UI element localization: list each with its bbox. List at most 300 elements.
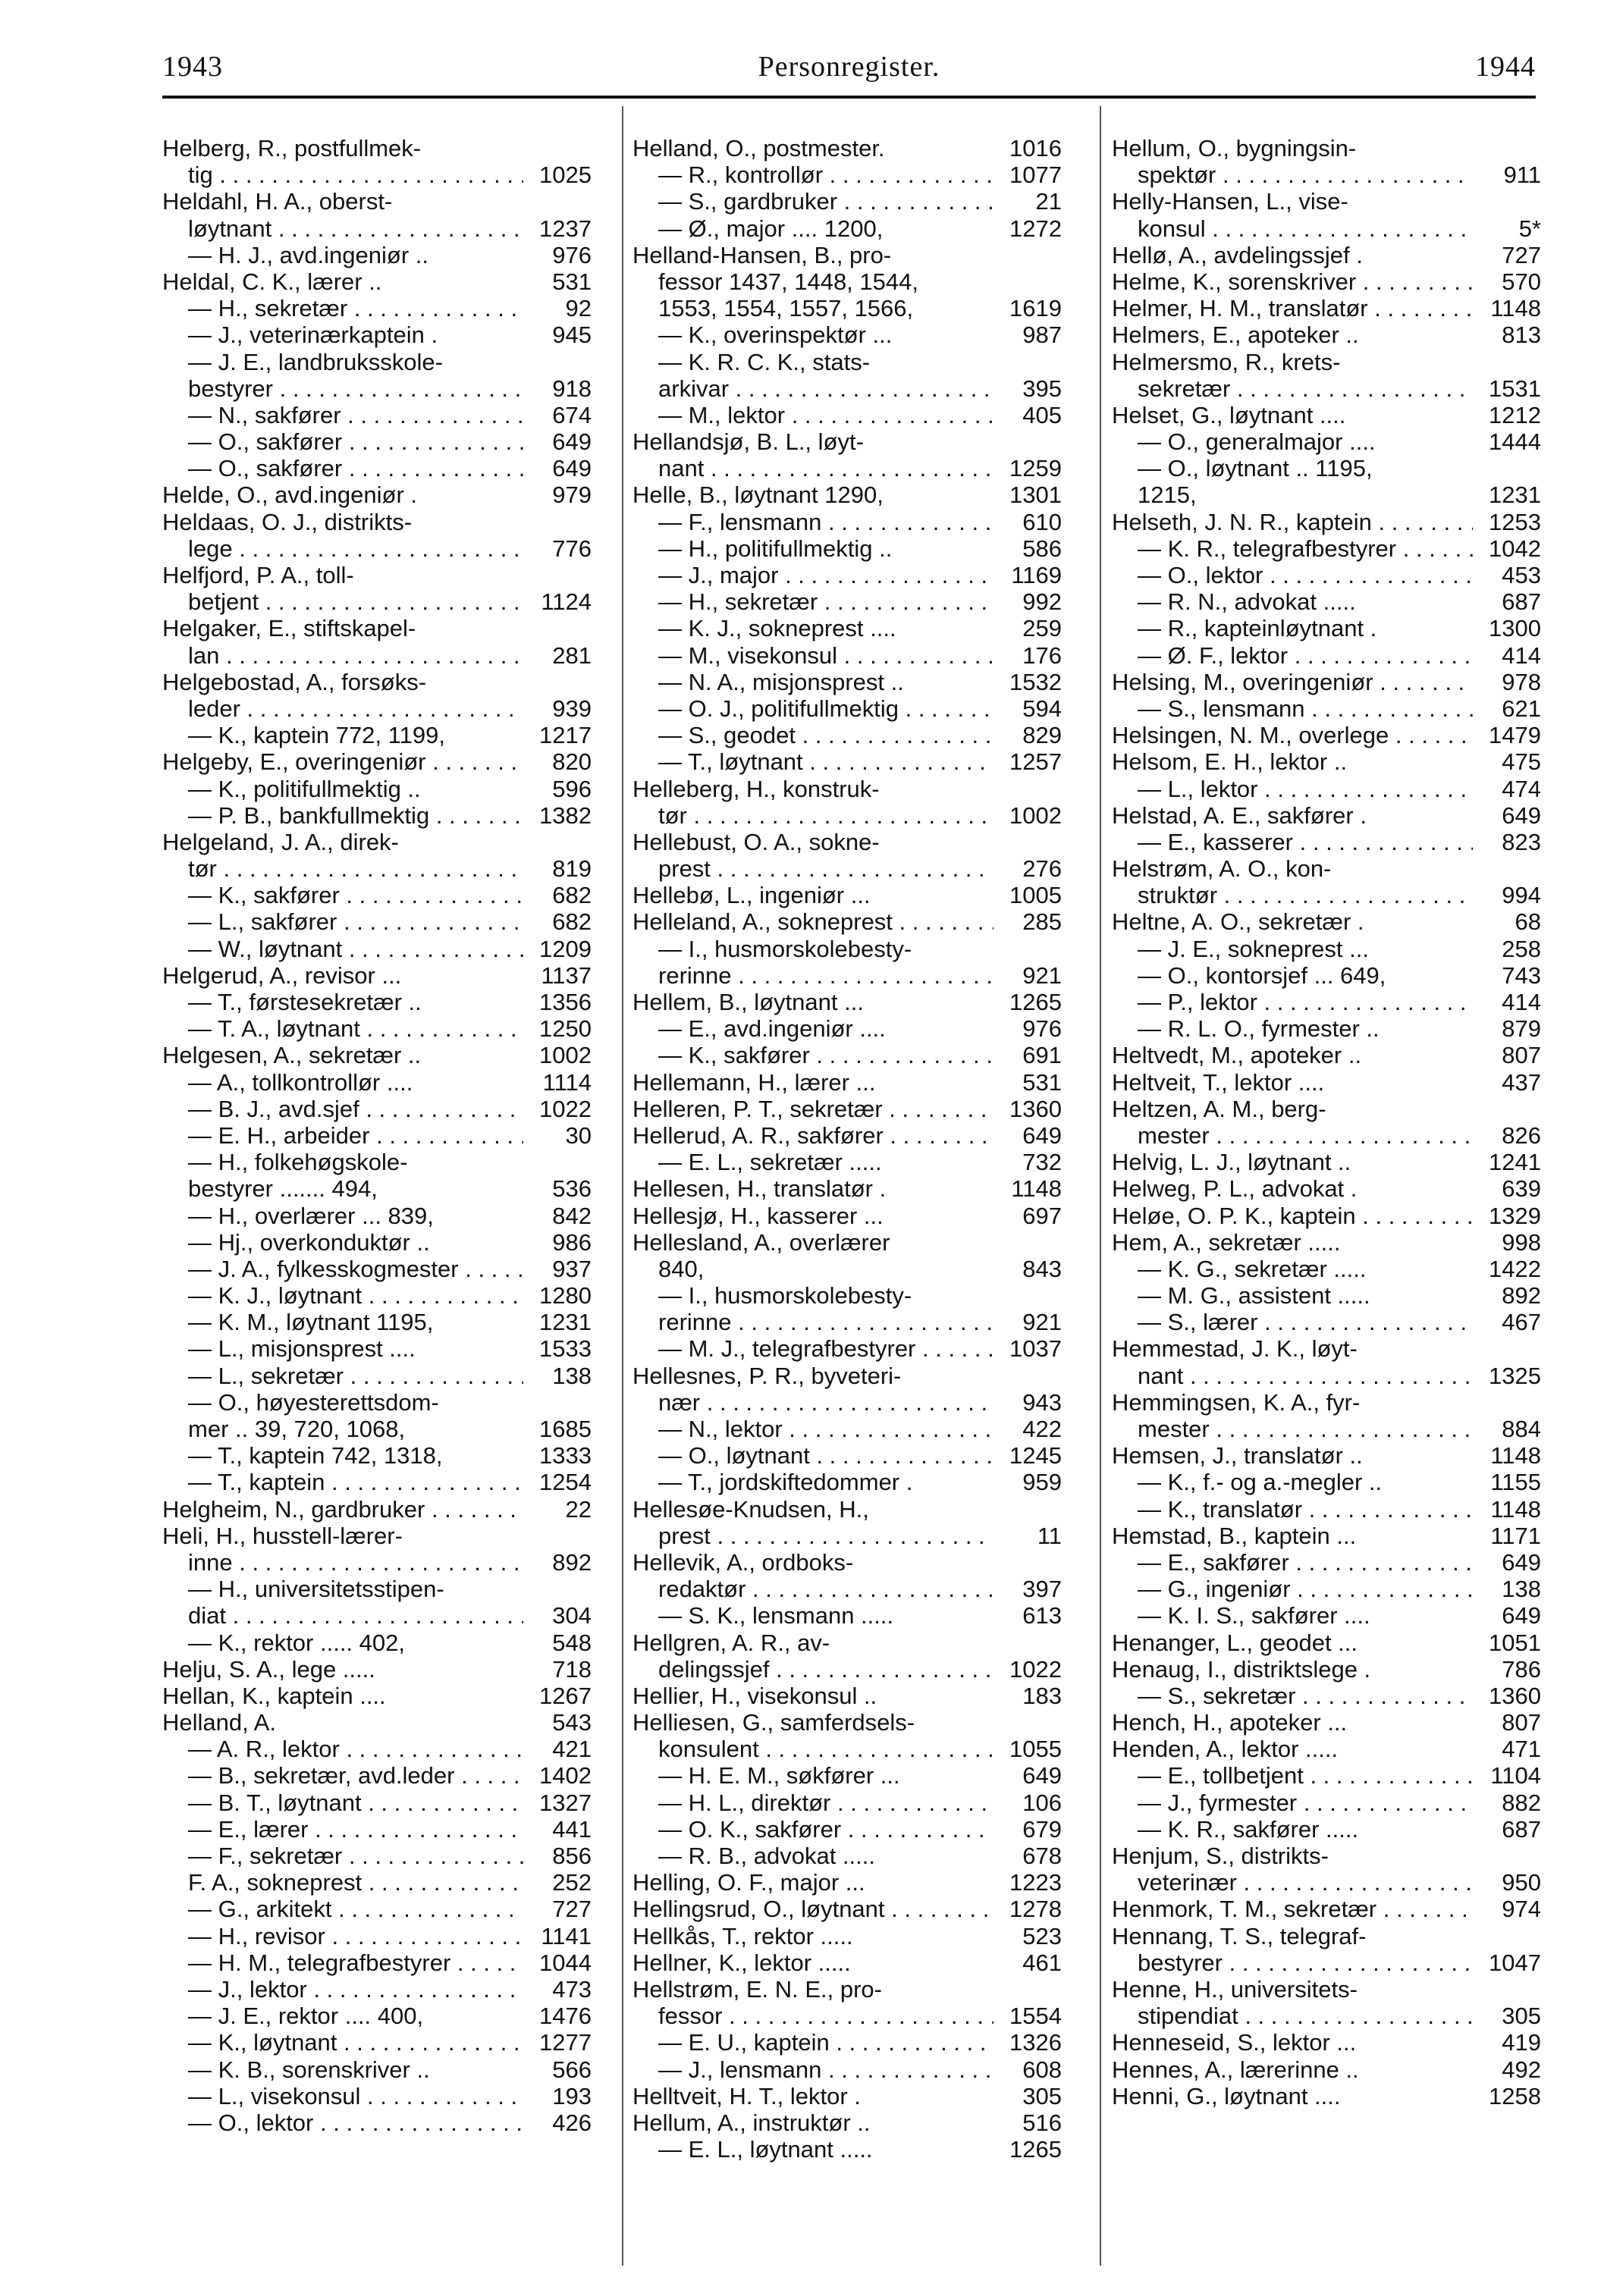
register-entry (1112, 1309, 1541, 1335)
entry-page-number: 1258 (1483, 2083, 1541, 2109)
entry-page-number: 441 (546, 1816, 592, 1843)
entry-text: Hennang, T. S., telegraf- (1112, 1922, 1367, 1949)
entry-page-number: 570 (1496, 268, 1541, 295)
entry-text: — F., lensmann . . . (658, 509, 993, 535)
entry-page-number: 939 (546, 695, 592, 722)
entry-text: — E. H., arbeider . . . (188, 1122, 523, 1149)
entry-page-number: 1479 (1483, 722, 1541, 748)
entry-text: — L., misjonsprest .... (188, 1335, 416, 1363)
entry-text: rerinne . . . (658, 962, 993, 989)
entry-text: Henden, A., lektor ..... (1112, 1736, 1339, 1763)
register-entry (1112, 936, 1541, 962)
register-entry (632, 2083, 1062, 2109)
entry-page-number: 1141 (535, 1923, 592, 1949)
register-entry (1112, 509, 1541, 535)
register-entry (632, 242, 1062, 268)
entry-text: Helweg, P. L., advokat . (1112, 1175, 1358, 1203)
entry-text: tør . . . (188, 855, 523, 882)
register-entry (162, 1335, 592, 1362)
entry-page-number: 1022 (1003, 1656, 1062, 1683)
register-entry (1112, 1816, 1541, 1843)
register-entry (632, 1389, 1062, 1416)
entry-text: — E. U., kaptein . . . (658, 2029, 993, 2056)
entry-page-number: 950 (1496, 1869, 1541, 1896)
register-entry (1112, 1629, 1541, 1656)
entry-page-number: 405 (1016, 402, 1062, 428)
entry-text: Hennes, A., lærerinne .. (1112, 2056, 1359, 2083)
entry-text: Helgesen, A., sekretær .. (162, 1042, 422, 1069)
entry-page-number: 992 (1016, 588, 1062, 615)
entry-text: Helgaker, E., stiftskapel- (162, 615, 416, 642)
entry-page-number: 1148 (1484, 295, 1541, 322)
register-entry (162, 402, 592, 428)
entry-page-number: 1265 (1003, 2136, 1062, 2163)
register-entry (632, 1896, 1062, 1922)
register-entry (1112, 1203, 1541, 1229)
entry-text: — N., sakfører . . . (188, 402, 523, 428)
entry-text: mester . . . (1138, 1416, 1473, 1442)
register-entry (162, 1949, 592, 1976)
entry-page-number: 1155 (1484, 1469, 1541, 1495)
register-entry (632, 1602, 1062, 1629)
register-entry (632, 1256, 1062, 1282)
register-entry (1112, 268, 1541, 295)
entry-page-number: 30 (560, 1122, 592, 1149)
entry-text: Hellkås, T., rektor ..... (632, 1922, 853, 1949)
entry-text: tør . . . (658, 802, 993, 829)
register-entry (1112, 1683, 1541, 1709)
entry-page-number: 649 (1016, 1762, 1062, 1789)
entry-text: — K. R. C. K., stats- (658, 348, 871, 375)
entry-text: Henne, H., universitets- (1112, 1975, 1358, 2003)
entry-page-number: 422 (1016, 1416, 1062, 1442)
entry-text: Helleberg, H., konstruk- (632, 775, 880, 802)
entry-text: fessor 1437, 1448, 1544, (658, 268, 918, 295)
entry-page-number: 395 (1016, 375, 1062, 402)
entry-text: bestyrer . . . (188, 375, 523, 402)
entry-page-number: 1025 (533, 162, 592, 188)
register-entry (1112, 695, 1541, 722)
register-entry (162, 322, 592, 348)
register-entry (632, 1442, 1062, 1469)
register-entry (162, 2109, 592, 2136)
register-entry (632, 402, 1062, 428)
entry-text: — H., revisor . . . (188, 1923, 523, 1949)
entry-page-number: 1333 (533, 1442, 592, 1469)
entry-text: — K., translatør . . . (1138, 1496, 1473, 1523)
entry-text: — J., lensmann . . . (658, 2056, 993, 2083)
entry-page-number: 586 (1016, 535, 1062, 562)
entry-text: Heldahl, H. A., oberst- (162, 188, 393, 215)
entry-page-number: 1137 (535, 962, 592, 989)
entry-text: — K., kaptein 772, 1199, (188, 722, 445, 749)
entry-text: — I., husmorskolebesty- (658, 1282, 912, 1310)
register-entry (1112, 2056, 1541, 2083)
entry-text: Hellemann, H., lærer ... (632, 1068, 876, 1096)
register-entry (1112, 1096, 1541, 1122)
entry-text: Hellan, K., kaptein .... (162, 1682, 386, 1709)
register-entry (162, 481, 592, 508)
register-entry (162, 908, 592, 935)
entry-page-number: 1325 (1483, 1363, 1541, 1389)
entry-page-number: 879 (1496, 1015, 1541, 1042)
entry-text: Helland, A. (162, 1709, 276, 1736)
entry-page-number: 608 (1016, 2056, 1062, 2083)
register-entry (632, 1576, 1062, 1602)
register-entry (632, 509, 1062, 535)
register-entry (162, 1683, 592, 1709)
register-entry (632, 535, 1062, 562)
register-entry (162, 1709, 592, 1736)
register-entry (1112, 802, 1541, 829)
register-entry (632, 1042, 1062, 1068)
register-entry (632, 1309, 1062, 1335)
register-entry (1112, 1389, 1541, 1416)
register-entry (1112, 855, 1541, 882)
register-entry (632, 1762, 1062, 1789)
entry-text: — T., kaptein . . . (188, 1469, 523, 1495)
register-entry (162, 776, 592, 802)
entry-text: — K. G., sekretær ..... (1138, 1255, 1367, 1282)
register-entry (632, 1629, 1062, 1656)
entry-text: — O. J., politifullmektig . . . (658, 695, 993, 722)
register-entry (632, 989, 1062, 1015)
entry-text: løytnant . . . (188, 215, 523, 242)
entry-page-number: 1022 (533, 1096, 592, 1122)
entry-text: Hellesen, H., translatør . (632, 1175, 887, 1203)
entry-text: Helset, G., løytnant .... (1112, 401, 1346, 428)
entry-page-number: 1257 (1003, 748, 1062, 775)
entry-text: Helland, O., postmester. (632, 135, 885, 162)
page-number-left: 1943 (162, 51, 223, 83)
entry-page-number: 976 (546, 242, 592, 268)
entry-text: — K., rektor ..... 402, (188, 1629, 405, 1656)
entry-text: delingssjef . . . (658, 1656, 993, 1683)
entry-page-number: 807 (1496, 1042, 1541, 1068)
entry-text: Helgeland, J. A., direk- (162, 828, 399, 855)
register-entry (162, 1469, 592, 1495)
entry-page-number: 621 (1496, 695, 1541, 722)
register-entry (162, 1602, 592, 1629)
entry-text: 1553, 1554, 1557, 1566, (658, 295, 914, 322)
entry-page-number: 516 (1016, 2109, 1062, 2136)
register-entry (632, 642, 1062, 669)
entry-page-number: 639 (1496, 1175, 1541, 1202)
register-entry (1112, 349, 1541, 375)
register-entry (632, 1709, 1062, 1736)
entry-text: Hellebust, O. A., sokne- (632, 828, 880, 855)
entry-text: — K. R., telegrafbestyrer . . . (1138, 535, 1473, 562)
entry-text: — K. B., sorenskriver .. (188, 2056, 430, 2083)
entry-page-number: 1326 (1003, 2029, 1062, 2056)
entry-page-number: 68 (1509, 908, 1541, 935)
register-entry (162, 2003, 592, 2029)
register-entry (162, 349, 592, 375)
register-entry (632, 135, 1062, 162)
register-entry (1112, 1656, 1541, 1683)
register-entry (632, 1843, 1062, 1869)
register-entry (1112, 1069, 1541, 1096)
entry-text: Hellø, A., avdelingssjef . (1112, 241, 1363, 268)
entry-page-number: 610 (1016, 509, 1062, 535)
entry-page-number: 475 (1496, 748, 1541, 775)
entry-page-number: 474 (1496, 776, 1541, 802)
register-entry (162, 1629, 592, 1656)
register-entry (162, 829, 592, 855)
entry-page-number: 842 (546, 1203, 592, 1229)
register-entry (162, 1816, 592, 1843)
entry-page-number: 11 (1031, 1523, 1062, 1549)
entry-page-number: 138 (1496, 1576, 1541, 1602)
register-entry (1112, 1949, 1541, 1976)
register-entry (632, 215, 1062, 242)
entry-text: Helmers, E., apoteker .. (1112, 322, 1359, 349)
entry-page-number: 1169 (1005, 562, 1062, 588)
register-entry (162, 642, 592, 669)
entry-text: — J., fyrmester . . . (1138, 1789, 1473, 1816)
register-entry (162, 1523, 592, 1549)
page-title: Personregister. (758, 51, 940, 83)
register-entry (632, 1203, 1062, 1229)
register-entry (1112, 215, 1541, 242)
register-entry (162, 855, 592, 882)
entry-text: Helleren, P. T., sekretær . . . (632, 1096, 993, 1122)
entry-page-number: 687 (1496, 588, 1541, 615)
entry-page-number: 1002 (1003, 802, 1062, 829)
entry-text: Hemsen, J., translatør .. (1112, 1442, 1363, 1470)
entry-text: Helstrøm, A. O., kon- (1112, 855, 1332, 883)
entry-text: Helliesen, G., samferdsels- (632, 1709, 915, 1736)
entry-page-number: 419 (1496, 2029, 1541, 2056)
entry-page-number: 649 (1016, 1122, 1062, 1149)
register-entry (1112, 1363, 1541, 1389)
register-entry (162, 535, 592, 562)
entry-text: Henanger, L., geodet ... (1112, 1629, 1358, 1656)
register-entry (632, 615, 1062, 641)
entry-page-number: 945 (546, 322, 592, 348)
entry-text: — B., sekretær, avd.leder . . . (188, 1762, 523, 1789)
entry-page-number: 979 (546, 481, 592, 508)
entry-page-number: 252 (546, 1869, 592, 1896)
entry-text: Heltzen, A. M., berg- (1112, 1095, 1326, 1122)
entry-text: — H. J., avd.ingeniør .. (188, 241, 428, 268)
register-entry (632, 855, 1062, 882)
entry-page-number: 106 (1016, 1789, 1062, 1816)
entry-text: — L., visekonsul . . . (188, 2083, 523, 2109)
register-entry (632, 1869, 1062, 1896)
entry-page-number: 649 (546, 455, 592, 481)
entry-page-number: 776 (546, 535, 592, 562)
entry-text: — J., lektor . . . (188, 1976, 523, 2003)
register-entry (162, 1549, 592, 1576)
entry-text: — J. E., sokneprest ... (1138, 935, 1369, 962)
entry-text: — T. A., løytnant . . . (188, 1015, 523, 1042)
entry-text: Hemstad, B., kaptein ... (1112, 1522, 1357, 1549)
entry-text: Henaug, I., distriktslege . (1112, 1655, 1371, 1683)
entry-page-number: 1148 (1484, 1496, 1541, 1523)
register-entry (1112, 2083, 1541, 2109)
entry-page-number: 1301 (1003, 481, 1062, 508)
entry-page-number: 718 (546, 1656, 592, 1683)
entry-page-number: 1476 (533, 2003, 592, 2029)
entry-page-number: 1685 (533, 1416, 592, 1442)
register-entry (1112, 882, 1541, 908)
register-entry (632, 1683, 1062, 1709)
register-entry (632, 268, 1062, 295)
register-entry (632, 455, 1062, 481)
entry-page-number: 1005 (1003, 882, 1062, 908)
register-entry (162, 588, 592, 615)
register-entry (1112, 1762, 1541, 1789)
entry-text: Helde, O., avd.ingeniør . (162, 481, 417, 509)
register-entry (632, 669, 1062, 695)
entry-page-number: 1300 (1483, 615, 1541, 641)
entry-text: — E. L., løytnant ..... (658, 2136, 873, 2163)
register-entry (162, 1015, 592, 1042)
entry-text: Hellesnes, P. R., byveteri- (632, 1362, 902, 1389)
entry-text: Helberg, R., postfullmek- (162, 135, 422, 162)
page-number-right: 1944 (1475, 51, 1536, 83)
entry-page-number: 92 (560, 295, 592, 322)
entry-text: Henni, G., løytnant .... (1112, 2082, 1341, 2109)
register-entry (632, 481, 1062, 508)
entry-page-number: 1037 (1003, 1335, 1062, 1362)
entry-page-number: 176 (1016, 642, 1062, 669)
register-entry (162, 295, 592, 322)
entry-page-number: 259 (1016, 615, 1062, 641)
entry-page-number: 1209 (533, 936, 592, 962)
entry-page-number: 1051 (1483, 1629, 1541, 1656)
register-entry (632, 1923, 1062, 1949)
register-entry (1112, 402, 1541, 428)
entry-text: Hellerud, A. R., sakfører . . . (632, 1122, 993, 1149)
register-entry (632, 1949, 1062, 1976)
entry-page-number: 138 (546, 1363, 592, 1389)
register-entry (1112, 1923, 1541, 1949)
entry-text: Hellstrøm, E. N. E., pro- (632, 1975, 882, 2003)
register-entry (632, 1656, 1062, 1683)
entry-page-number: 727 (546, 1896, 592, 1922)
entry-text: Helltveit, H. T., lektor . (632, 2082, 861, 2109)
entry-text: — H., universitetsstipen- (188, 1576, 444, 1603)
entry-page-number: 1223 (1003, 1869, 1062, 1896)
register-entry (162, 1203, 592, 1229)
entry-page-number: 682 (546, 882, 592, 908)
entry-page-number: 1356 (533, 989, 592, 1015)
entry-page-number: 959 (1016, 1469, 1062, 1495)
entry-text: Heløe, O. P. K., kaptein . . . (1112, 1203, 1473, 1229)
entry-text: — Hj., overkonduktør .. (188, 1228, 430, 1256)
entry-text: arkivar . . . (658, 375, 993, 402)
entry-page-number: 523 (1016, 1923, 1062, 1949)
entry-text: Heldal, C. K., lærer .. (162, 268, 382, 295)
entry-text: Hellesøe-Knudsen, H., (632, 1495, 869, 1523)
register-entry (162, 1096, 592, 1122)
entry-text: — H., politifullmektig .. (658, 535, 893, 562)
register-entry (162, 1843, 592, 1869)
entry-page-number: 613 (1016, 1602, 1062, 1629)
register-entry (1112, 162, 1541, 188)
entry-page-number: 1444 (1483, 428, 1541, 455)
entry-text: — R. B., advokat ..... (658, 1843, 875, 1869)
entry-text: — S. K., lensmann ..... (658, 1602, 894, 1629)
entry-page-number: 536 (546, 1175, 592, 1202)
register-column-3 (1112, 135, 1541, 2109)
register-entry (632, 375, 1062, 402)
entry-text: — A., tollkontrollør .... (188, 1068, 413, 1096)
entry-page-number: 976 (1016, 1015, 1062, 1042)
entry-text: veterinær . . . (1138, 1869, 1473, 1896)
entry-page-number: 1077 (1003, 162, 1062, 188)
register-entry (632, 295, 1062, 322)
entry-text: Helmer, H. M., translatør . . . (1112, 295, 1473, 322)
entry-page-number: 918 (546, 375, 592, 402)
register-entry (1112, 829, 1541, 855)
register-entry (1112, 722, 1541, 748)
entry-page-number: 1259 (1003, 455, 1062, 481)
entry-text: — P. B., bankfullmektig . . . (188, 802, 523, 829)
register-entry (632, 1282, 1062, 1309)
entry-text: Helland-Hansen, B., pro- (632, 241, 892, 268)
entry-page-number: 594 (1016, 695, 1062, 722)
entry-text: — T., kaptein 742, 1318, (188, 1442, 443, 1470)
entry-page-number: 819 (546, 855, 592, 882)
register-entry (162, 1896, 592, 1922)
entry-text: rerinne . . . (658, 1309, 993, 1335)
register-entry (632, 1363, 1062, 1389)
register-entry (1112, 1442, 1541, 1469)
entry-text: — L., sakfører . . . (188, 908, 523, 935)
entry-text: — J., veterinærkaptein . (188, 322, 438, 349)
entry-text: — H., sekretær . . . (188, 295, 523, 322)
register-entry (1112, 1843, 1541, 1869)
entry-text: — B. T., løytnant . . . (188, 1789, 523, 1816)
entry-page-number: 305 (1496, 2003, 1541, 2029)
entry-text: — Ø. F., lektor . . . (1138, 642, 1473, 669)
register-entry (1112, 1469, 1541, 1495)
entry-page-number: 1533 (533, 1335, 592, 1362)
register-entry (1112, 2029, 1541, 2056)
entry-text: — O. K., sakfører . . . (658, 1816, 993, 1843)
entry-page-number: 1531 (1483, 375, 1541, 402)
register-entry (1112, 1175, 1541, 1202)
register-entry (1112, 748, 1541, 775)
entry-page-number: 548 (546, 1629, 592, 1656)
register-entry (1112, 642, 1541, 669)
entry-page-number: 1241 (1483, 1149, 1541, 1175)
entry-page-number: 994 (1496, 882, 1541, 908)
entry-text: Hemmestad, J. K., løyt- (1112, 1335, 1358, 1363)
register-entry (632, 2136, 1062, 2163)
entry-text: — K., sakfører . . . (188, 882, 523, 908)
register-entry (162, 215, 592, 242)
entry-text: konsul . . . (1138, 215, 1473, 242)
register-entry (1112, 1122, 1541, 1149)
register-entry (1112, 1229, 1541, 1256)
entry-text: Helseth, J. N. R., kaptein . . . (1112, 509, 1473, 535)
register-entry (162, 455, 592, 481)
register-entry (632, 2109, 1062, 2136)
register-entry (632, 802, 1062, 829)
register-entry (162, 1309, 592, 1335)
entry-text: — T., løytnant . . . (658, 748, 993, 775)
entry-text: struktør . . . (1138, 882, 1473, 908)
entry-text: — O., høyesterettsdom- (188, 1388, 439, 1416)
entry-text: Henneseid, S., lektor ... (1112, 2029, 1357, 2056)
entry-page-number: 829 (1016, 722, 1062, 748)
entry-page-number: 882 (1496, 1789, 1541, 1816)
register-entry (1112, 1149, 1541, 1175)
